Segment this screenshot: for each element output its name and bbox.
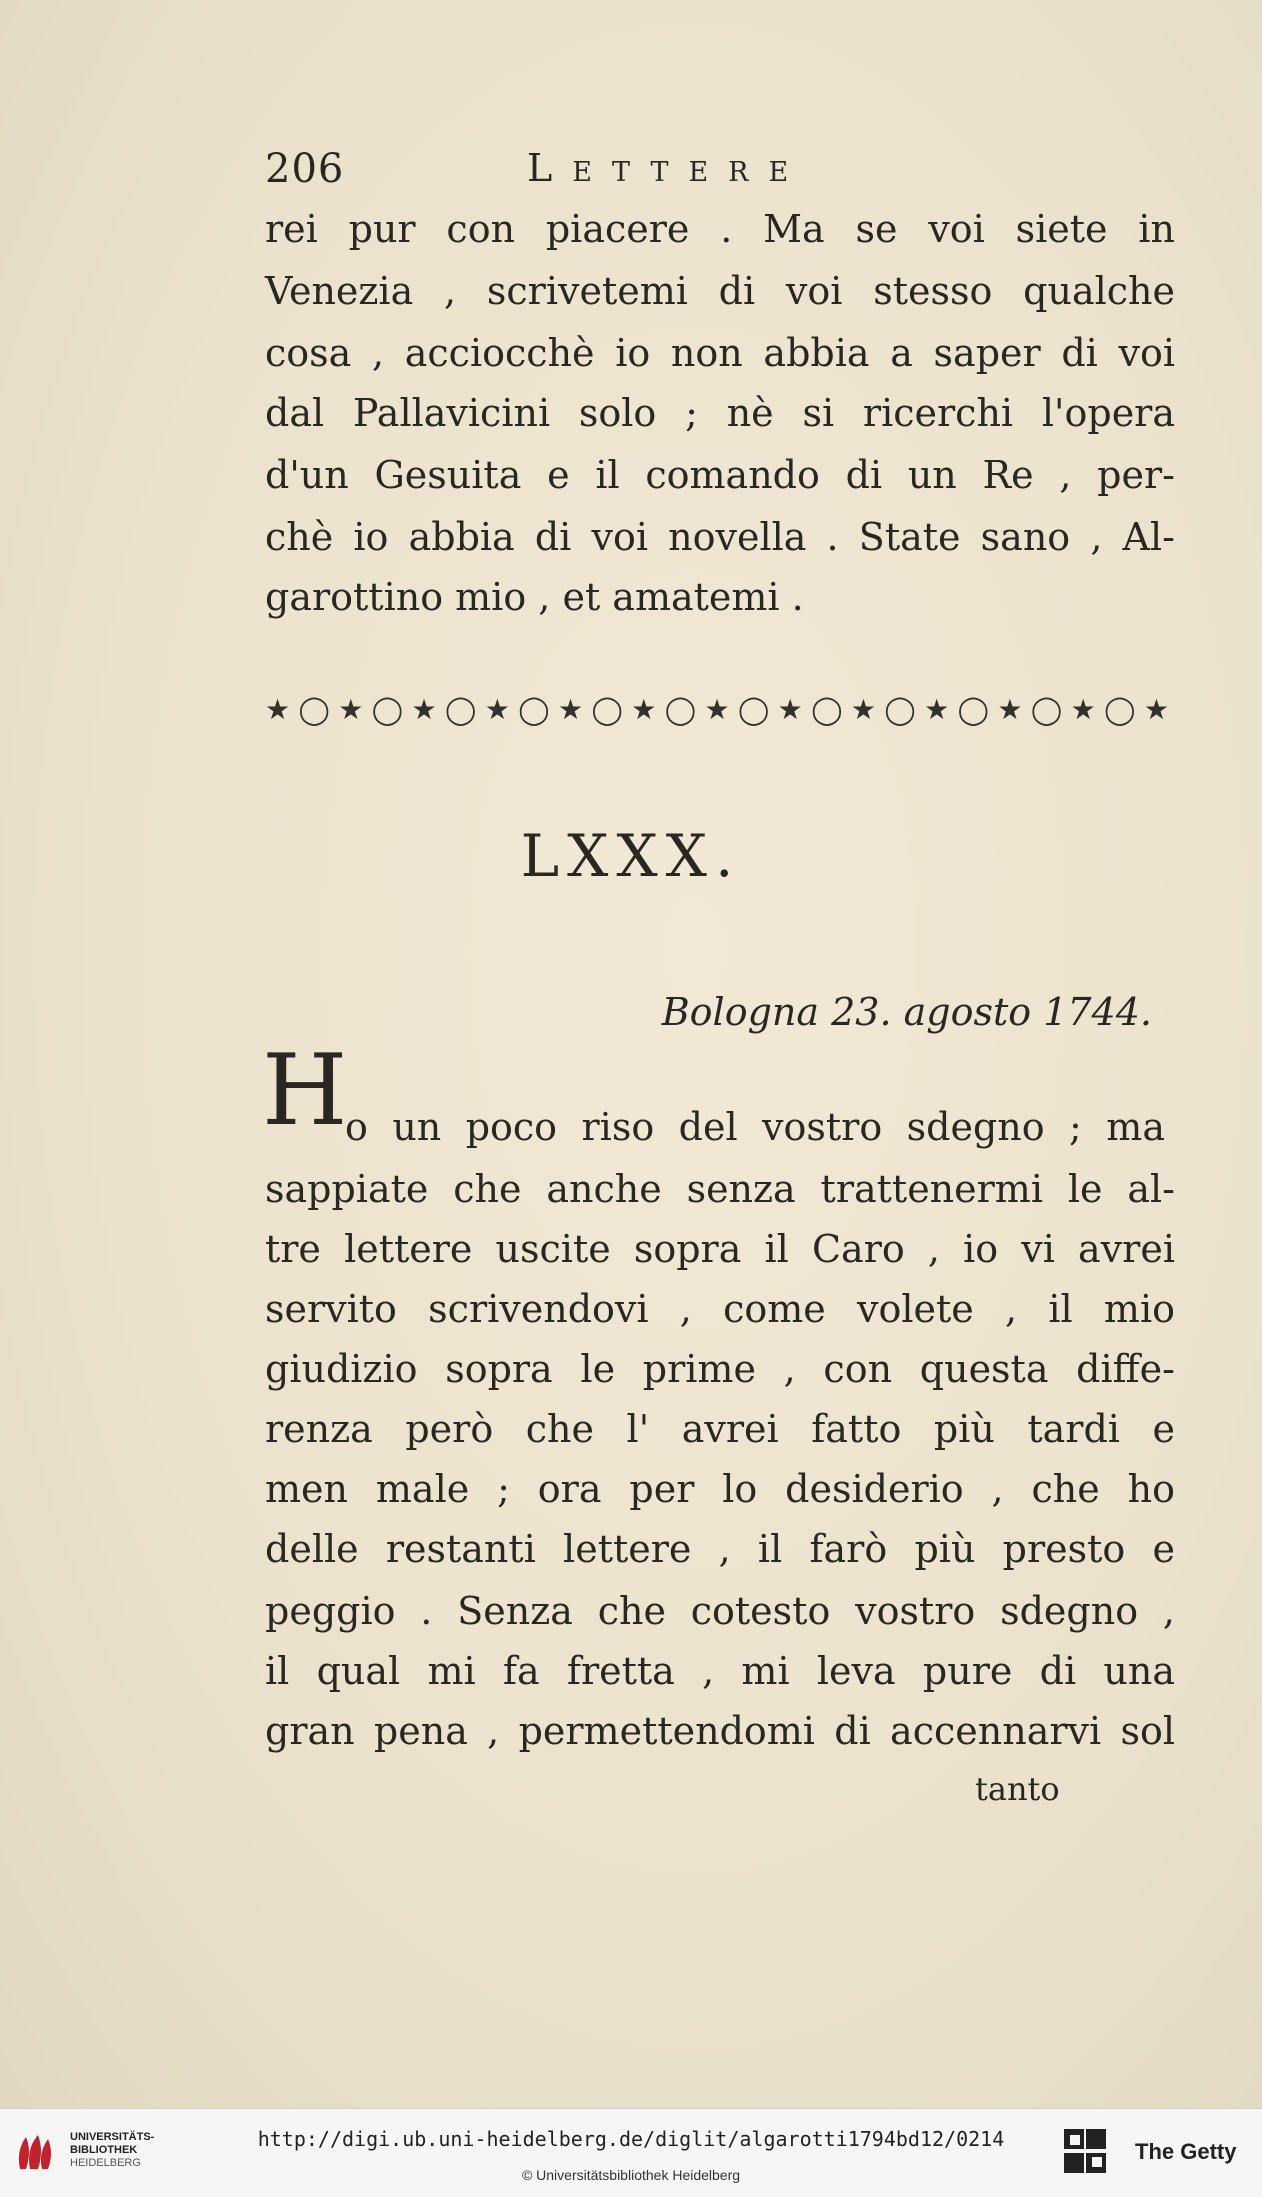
- ornamental-rule: ★◯★◯★◯★◯★◯★◯★◯★◯★◯★◯★◯★◯★: [265, 693, 1170, 726]
- library-name-line: BIBLIOTHEK: [70, 2144, 138, 2156]
- library-name-line: UNIVERSITÄTS-: [70, 2131, 155, 2143]
- permalink-url[interactable]: http://digi.ub.uni-heidelberg.de/diglit/algarotti1794bd12/0214: [257, 2127, 1005, 2151]
- text-line: men male ; ora per lo desiderio , che ho: [265, 1467, 1175, 1511]
- running-head: [265, 146, 925, 196]
- viewer-footer: [0, 2108, 1262, 2197]
- text-line: chè io abbia di voi novella . State sano , Al-: [265, 515, 1175, 559]
- text-line: Venezia , scrivetemi di voi stesso qualche: [265, 269, 1175, 313]
- text-line: renza però che l' avrei fatto più tardi e: [265, 1407, 1175, 1451]
- getty-logo-icon: [1062, 2127, 1108, 2177]
- text-line: servito scrivendovi , come volete , il mio: [265, 1287, 1175, 1331]
- text-line: gran pena , permettendomi di accennarvi sol: [265, 1709, 1175, 1753]
- running-title: Lettere: [527, 146, 809, 190]
- text-line: tre lettere uscite sopra il Caro , io vi avrei: [265, 1227, 1175, 1271]
- library-name-line: HEIDELBERG: [70, 2157, 141, 2169]
- text-line: giudizio sopra le prime , con questa diffe-: [265, 1347, 1175, 1391]
- getty-partner-name: The Getty: [1135, 2139, 1237, 2164]
- text-line: d'un Gesuita e il comando di un Re , per-: [265, 453, 1175, 497]
- text-line: dal Pallavicini solo ; nè si ricerchi l'opera: [265, 391, 1175, 435]
- text-line: peggio . Senza che cotesto vostro sdegno ,: [265, 1589, 1175, 1633]
- text-line: cosa , acciocchè io non abbia a saper di voi: [265, 331, 1175, 375]
- copyright-notice: © Universitätsbibliothek Heidelberg: [521, 2167, 741, 2183]
- drop-cap: H: [262, 1034, 348, 1148]
- text-line: rei pur con piacere . Ma se voi siete in: [265, 207, 1175, 251]
- page-number: 206: [265, 146, 345, 192]
- text-line: garottino mio , et amatemi .: [265, 575, 804, 619]
- text-line: o un poco riso del vostro sdegno ; ma: [345, 1105, 1165, 1149]
- text-line: delle restanti lettere , il farò più presto e: [265, 1527, 1175, 1571]
- catchword: tanto: [975, 1770, 1060, 1808]
- letter-dateline: Bologna 23. agosto 1744.: [661, 990, 1152, 1034]
- letter-number: LXXX.: [520, 822, 742, 890]
- text-line: il qual mi fa fretta , mi leva pure di una: [265, 1649, 1175, 1693]
- text-line: sappiate che anche senza trattenermi le al-: [265, 1167, 1175, 1211]
